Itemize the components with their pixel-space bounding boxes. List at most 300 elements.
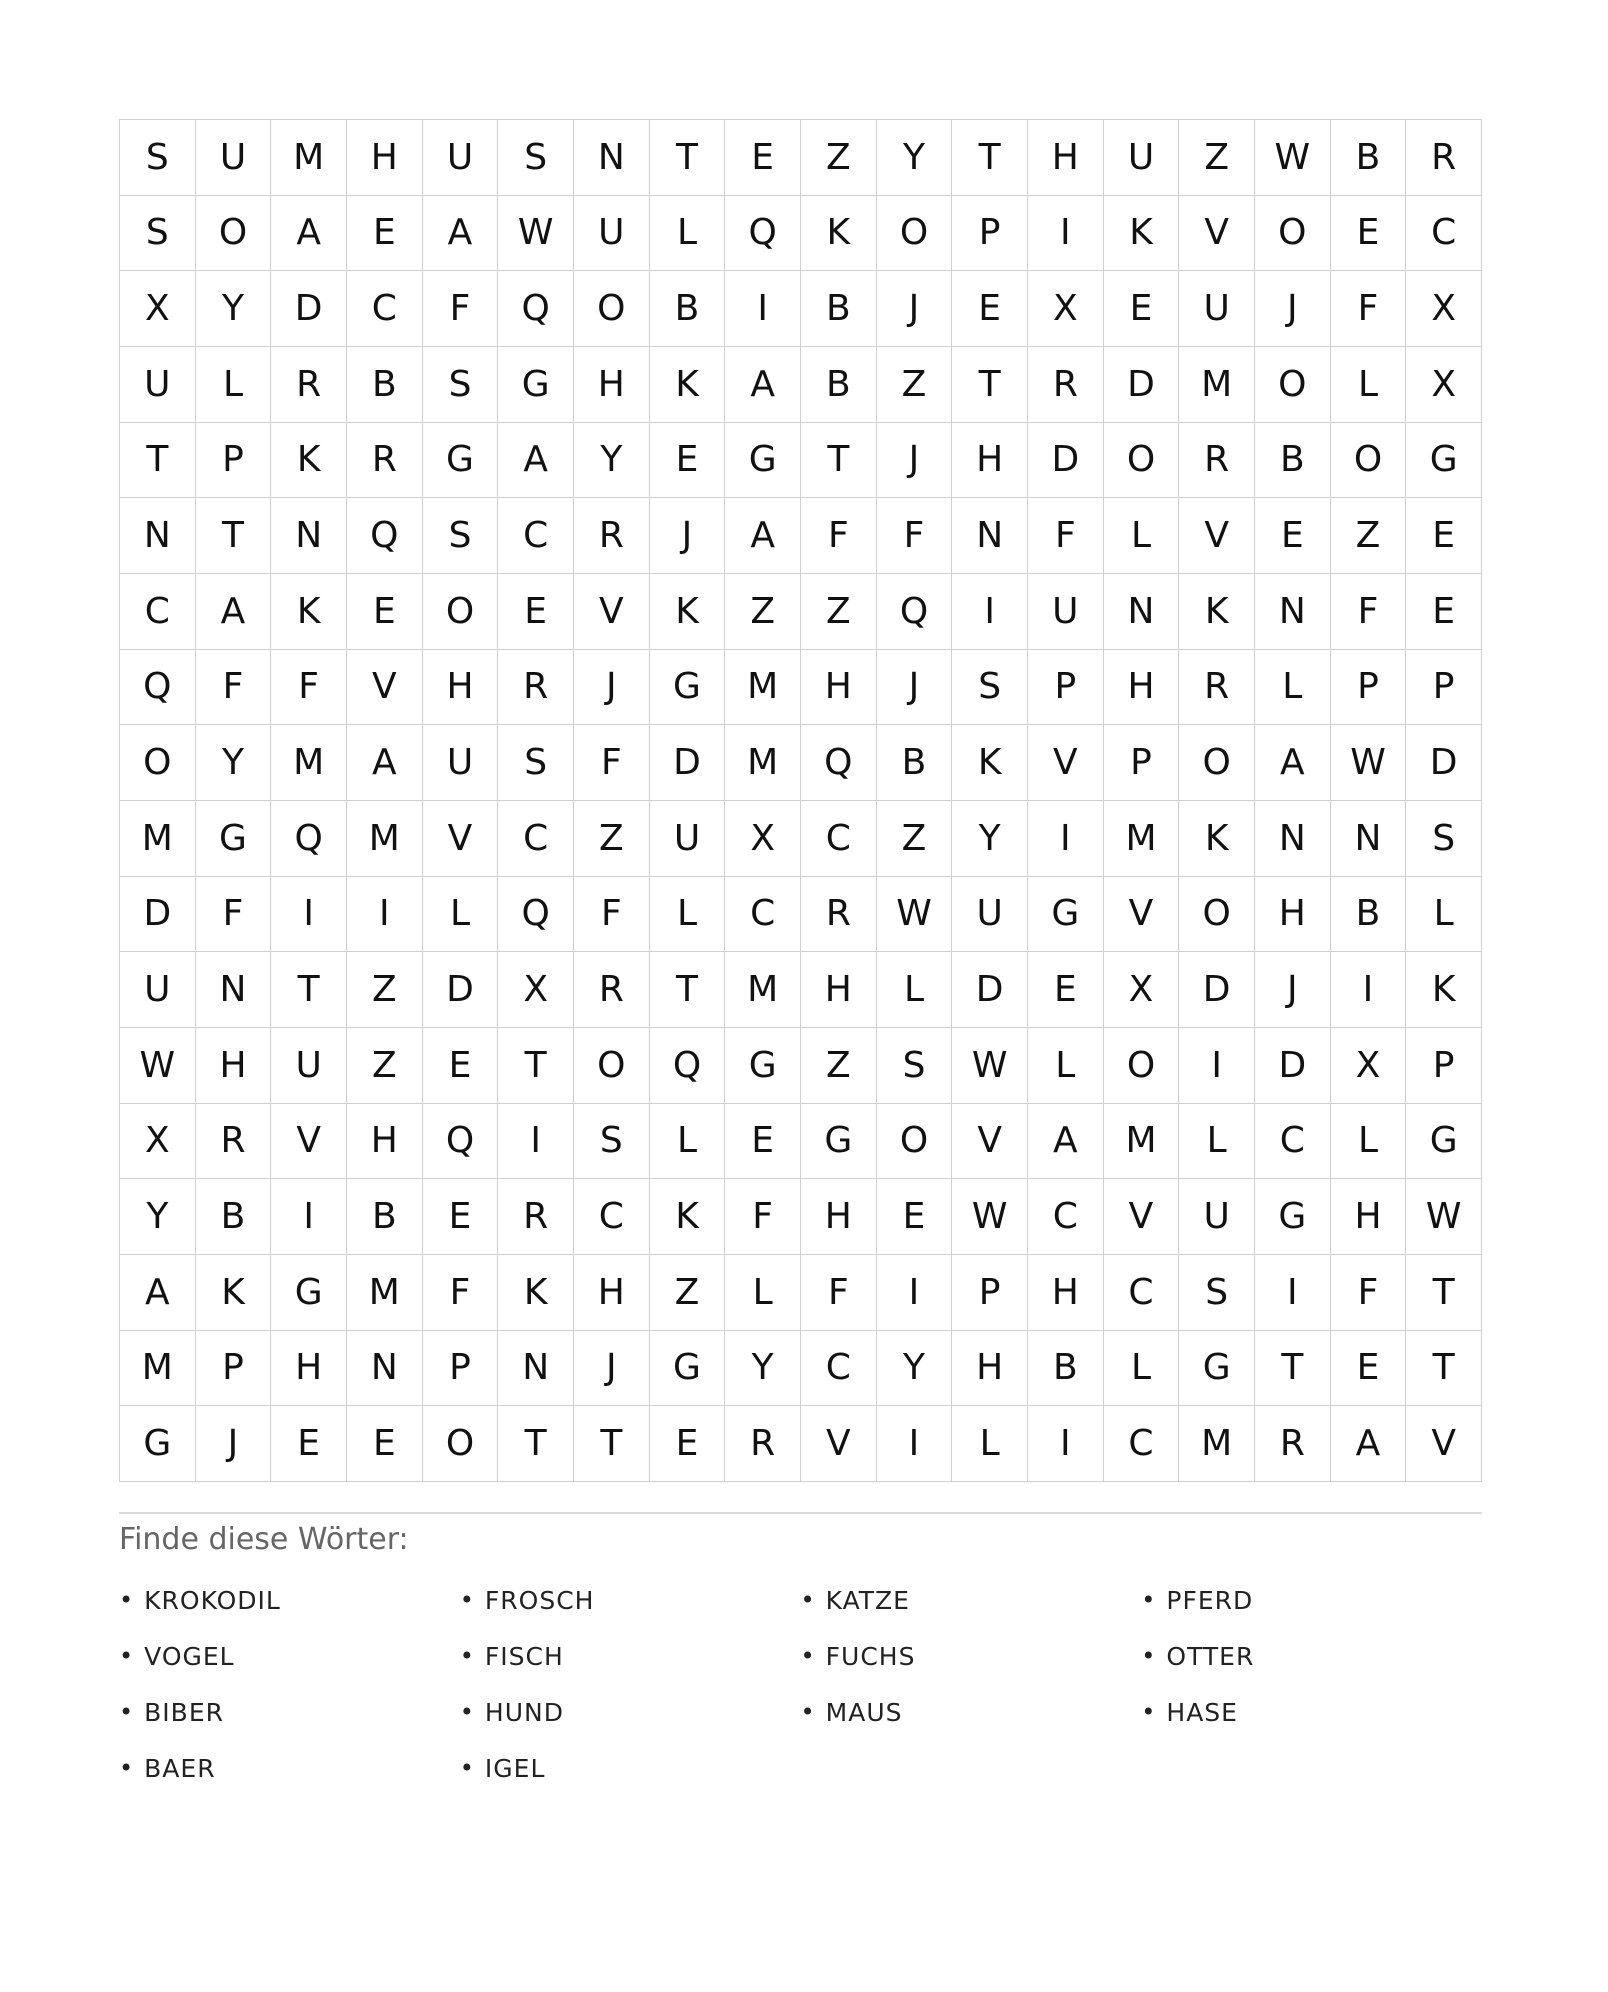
grid-cell[interactable]: G [1255,1179,1331,1255]
grid-cell[interactable]: U [1179,271,1255,347]
grid-cell[interactable]: K [650,347,726,423]
grid-cell[interactable]: S [120,120,196,196]
grid-cell[interactable]: X [725,801,801,877]
grid-cell[interactable]: E [1331,196,1407,272]
grid-cell[interactable]: Z [574,801,650,877]
grid-cell[interactable]: U [1104,120,1180,196]
grid-cell[interactable]: O [1331,423,1407,499]
grid-cell[interactable]: N [1255,801,1331,877]
grid-cell[interactable]: S [574,1104,650,1180]
grid-cell[interactable]: Q [423,1104,499,1180]
grid-cell[interactable]: A [725,347,801,423]
grid-cell[interactable]: T [498,1028,574,1104]
grid-cell[interactable]: P [1406,1028,1482,1104]
grid-cell[interactable]: O [196,196,272,272]
grid-cell[interactable]: B [801,347,877,423]
grid-cell[interactable]: N [1104,574,1180,650]
grid-cell[interactable]: I [1331,952,1407,1028]
grid-cell[interactable]: Y [725,1331,801,1407]
grid-cell[interactable]: B [877,725,953,801]
grid-cell[interactable]: D [1028,423,1104,499]
grid-cell[interactable]: U [120,347,196,423]
grid-cell[interactable]: R [347,423,423,499]
grid-cell[interactable]: G [1406,423,1482,499]
grid-cell[interactable]: F [1331,574,1407,650]
grid-cell[interactable]: F [725,1179,801,1255]
grid-cell[interactable]: B [347,347,423,423]
grid-cell[interactable]: W [877,877,953,953]
grid-cell[interactable]: C [1255,1104,1331,1180]
grid-cell[interactable]: O [574,271,650,347]
grid-cell[interactable]: D [650,725,726,801]
grid-cell[interactable]: O [1255,196,1331,272]
grid-cell[interactable]: C [498,498,574,574]
grid-cell[interactable]: U [423,725,499,801]
grid-cell[interactable]: E [1255,498,1331,574]
grid-cell[interactable]: A [271,196,347,272]
grid-cell[interactable]: Q [347,498,423,574]
grid-cell[interactable]: K [196,1255,272,1331]
grid-cell[interactable]: F [877,498,953,574]
grid-cell[interactable]: H [347,1104,423,1180]
grid-cell[interactable]: W [952,1028,1028,1104]
grid-cell[interactable]: D [1104,347,1180,423]
grid-cell[interactable]: U [1028,574,1104,650]
grid-cell[interactable]: K [498,1255,574,1331]
grid-cell[interactable]: Z [650,1255,726,1331]
grid-cell[interactable]: I [1028,196,1104,272]
grid-cell[interactable]: N [574,120,650,196]
grid-cell[interactable]: L [952,1406,1028,1482]
grid-cell[interactable]: H [574,1255,650,1331]
grid-cell[interactable]: X [1028,271,1104,347]
grid-cell[interactable]: J [574,1331,650,1407]
grid-cell[interactable]: C [1028,1179,1104,1255]
grid-cell[interactable]: I [271,877,347,953]
grid-cell[interactable]: D [952,952,1028,1028]
grid-cell[interactable]: L [1331,347,1407,423]
grid-cell[interactable]: K [271,574,347,650]
grid-cell[interactable]: S [498,120,574,196]
grid-cell[interactable]: T [952,120,1028,196]
grid-cell[interactable]: S [877,1028,953,1104]
grid-cell[interactable]: E [347,1406,423,1482]
grid-cell[interactable]: F [574,725,650,801]
grid-cell[interactable]: U [196,120,272,196]
grid-cell[interactable]: L [650,1104,726,1180]
grid-cell[interactable]: I [271,1179,347,1255]
grid-cell[interactable]: C [1104,1255,1180,1331]
grid-cell[interactable]: G [423,423,499,499]
grid-cell[interactable]: W [498,196,574,272]
grid-cell[interactable]: H [574,347,650,423]
grid-cell[interactable]: T [271,952,347,1028]
grid-cell[interactable]: V [952,1104,1028,1180]
grid-cell[interactable]: F [574,877,650,953]
grid-cell[interactable]: Y [574,423,650,499]
grid-cell[interactable]: K [271,423,347,499]
grid-cell[interactable]: U [423,120,499,196]
grid-cell[interactable]: V [1179,498,1255,574]
grid-cell[interactable]: V [1406,1406,1482,1482]
grid-cell[interactable]: E [1406,498,1482,574]
grid-cell[interactable]: Z [725,574,801,650]
grid-cell[interactable]: E [877,1179,953,1255]
grid-cell[interactable]: U [1179,1179,1255,1255]
grid-cell[interactable]: B [196,1179,272,1255]
grid-cell[interactable]: E [498,574,574,650]
grid-cell[interactable]: R [1255,1406,1331,1482]
grid-cell[interactable]: B [801,271,877,347]
grid-cell[interactable]: Q [801,725,877,801]
grid-cell[interactable]: S [120,196,196,272]
grid-cell[interactable]: V [801,1406,877,1482]
grid-cell[interactable]: Z [1331,498,1407,574]
grid-cell[interactable]: H [952,423,1028,499]
grid-cell[interactable]: T [801,423,877,499]
grid-cell[interactable]: Q [498,271,574,347]
grid-cell[interactable]: O [574,1028,650,1104]
grid-cell[interactable]: F [801,1255,877,1331]
grid-cell[interactable]: M [1104,1104,1180,1180]
grid-cell[interactable]: E [423,1028,499,1104]
grid-cell[interactable]: O [423,574,499,650]
grid-cell[interactable]: Y [952,801,1028,877]
grid-cell[interactable]: F [1331,1255,1407,1331]
grid-cell[interactable]: I [498,1104,574,1180]
grid-cell[interactable]: A [196,574,272,650]
grid-cell[interactable]: E [271,1406,347,1482]
grid-cell[interactable]: L [423,877,499,953]
grid-cell[interactable]: T [120,423,196,499]
grid-cell[interactable]: S [498,725,574,801]
grid-cell[interactable]: I [725,271,801,347]
grid-cell[interactable]: R [1028,347,1104,423]
grid-cell[interactable]: Z [347,1028,423,1104]
grid-cell[interactable]: C [574,1179,650,1255]
grid-cell[interactable]: G [725,1028,801,1104]
grid-cell[interactable]: D [1255,1028,1331,1104]
grid-cell[interactable]: W [1255,120,1331,196]
grid-cell[interactable]: N [1331,801,1407,877]
grid-cell[interactable]: U [271,1028,347,1104]
grid-cell[interactable]: K [650,574,726,650]
grid-cell[interactable]: K [650,1179,726,1255]
grid-cell[interactable]: B [1331,120,1407,196]
grid-cell[interactable]: Q [877,574,953,650]
grid-cell[interactable]: O [1179,877,1255,953]
grid-cell[interactable]: M [347,1255,423,1331]
grid-cell[interactable]: L [877,952,953,1028]
grid-cell[interactable]: T [498,1406,574,1482]
grid-cell[interactable]: F [423,271,499,347]
grid-cell[interactable]: G [1406,1104,1482,1180]
grid-cell[interactable]: M [120,801,196,877]
grid-cell[interactable]: X [120,1104,196,1180]
grid-cell[interactable]: X [1104,952,1180,1028]
grid-cell[interactable]: I [877,1406,953,1482]
grid-cell[interactable]: C [801,1331,877,1407]
grid-cell[interactable]: L [1028,1028,1104,1104]
grid-cell[interactable]: E [347,574,423,650]
grid-cell[interactable]: M [1179,347,1255,423]
grid-cell[interactable]: L [650,196,726,272]
grid-cell[interactable]: Q [271,801,347,877]
grid-cell[interactable]: E [347,196,423,272]
grid-cell[interactable]: G [1179,1331,1255,1407]
grid-cell[interactable]: K [801,196,877,272]
grid-cell[interactable]: C [347,271,423,347]
grid-cell[interactable]: E [725,120,801,196]
grid-cell[interactable]: P [1104,725,1180,801]
grid-cell[interactable]: N [498,1331,574,1407]
grid-cell[interactable]: Y [877,1331,953,1407]
grid-cell[interactable]: M [347,801,423,877]
grid-cell[interactable]: V [1179,196,1255,272]
grid-cell[interactable]: C [801,801,877,877]
grid-cell[interactable]: C [1406,196,1482,272]
grid-cell[interactable]: H [271,1331,347,1407]
grid-cell[interactable]: J [877,271,953,347]
grid-cell[interactable]: P [952,1255,1028,1331]
grid-cell[interactable]: M [725,952,801,1028]
grid-cell[interactable]: R [574,952,650,1028]
grid-cell[interactable]: T [650,120,726,196]
grid-cell[interactable]: O [1255,347,1331,423]
grid-cell[interactable]: U [574,196,650,272]
grid-cell[interactable]: O [120,725,196,801]
grid-cell[interactable]: M [271,120,347,196]
grid-cell[interactable]: F [1331,271,1407,347]
grid-cell[interactable]: I [952,574,1028,650]
grid-cell[interactable]: H [952,1331,1028,1407]
grid-cell[interactable]: L [1104,498,1180,574]
grid-cell[interactable]: P [1028,650,1104,726]
grid-cell[interactable]: L [1331,1104,1407,1180]
grid-cell[interactable]: V [1104,1179,1180,1255]
grid-cell[interactable]: V [574,574,650,650]
grid-cell[interactable]: J [1255,952,1331,1028]
grid-cell[interactable]: N [196,952,272,1028]
grid-cell[interactable]: L [650,877,726,953]
grid-cell[interactable]: T [952,347,1028,423]
grid-cell[interactable]: R [498,1179,574,1255]
grid-cell[interactable]: T [650,952,726,1028]
grid-cell[interactable]: V [1028,725,1104,801]
grid-cell[interactable]: S [952,650,1028,726]
grid-cell[interactable]: X [120,271,196,347]
grid-cell[interactable]: E [1104,271,1180,347]
grid-cell[interactable]: V [271,1104,347,1180]
grid-cell[interactable]: F [801,498,877,574]
grid-cell[interactable]: L [1104,1331,1180,1407]
grid-cell[interactable]: B [650,271,726,347]
grid-cell[interactable]: B [1255,423,1331,499]
grid-cell[interactable]: P [952,196,1028,272]
grid-cell[interactable]: H [1104,650,1180,726]
grid-cell[interactable]: Z [1179,120,1255,196]
grid-cell[interactable]: Y [196,725,272,801]
grid-cell[interactable]: S [1179,1255,1255,1331]
grid-cell[interactable]: G [120,1406,196,1482]
grid-cell[interactable]: P [1331,650,1407,726]
grid-cell[interactable]: Z [801,574,877,650]
grid-cell[interactable]: M [120,1331,196,1407]
grid-cell[interactable]: G [650,650,726,726]
grid-cell[interactable]: J [196,1406,272,1482]
grid-cell[interactable]: O [877,196,953,272]
grid-cell[interactable]: I [1179,1028,1255,1104]
grid-cell[interactable]: K [1406,952,1482,1028]
grid-cell[interactable]: H [423,650,499,726]
grid-cell[interactable]: Z [801,1028,877,1104]
grid-cell[interactable]: R [725,1406,801,1482]
grid-cell[interactable]: Q [498,877,574,953]
grid-cell[interactable]: H [1028,1255,1104,1331]
grid-cell[interactable]: Q [120,650,196,726]
grid-cell[interactable]: H [801,952,877,1028]
grid-cell[interactable]: F [271,650,347,726]
grid-cell[interactable]: C [498,801,574,877]
grid-cell[interactable]: Q [725,196,801,272]
grid-cell[interactable]: A [1331,1406,1407,1482]
grid-cell[interactable]: D [1406,725,1482,801]
grid-cell[interactable]: I [877,1255,953,1331]
grid-cell[interactable]: W [952,1179,1028,1255]
grid-cell[interactable]: R [271,347,347,423]
grid-cell[interactable]: N [120,498,196,574]
grid-cell[interactable]: Y [877,120,953,196]
grid-cell[interactable]: K [1179,574,1255,650]
grid-cell[interactable]: E [1406,574,1482,650]
grid-cell[interactable]: O [1104,1028,1180,1104]
grid-cell[interactable]: D [120,877,196,953]
grid-cell[interactable]: V [347,650,423,726]
grid-cell[interactable]: E [1028,952,1104,1028]
grid-cell[interactable]: P [423,1331,499,1407]
grid-cell[interactable]: X [1406,347,1482,423]
grid-cell[interactable]: Z [347,952,423,1028]
grid-cell[interactable]: C [1104,1406,1180,1482]
grid-cell[interactable]: R [1179,423,1255,499]
grid-cell[interactable]: J [1255,271,1331,347]
grid-cell[interactable]: H [801,650,877,726]
grid-cell[interactable]: N [271,498,347,574]
grid-cell[interactable]: A [1028,1104,1104,1180]
grid-cell[interactable]: B [1028,1331,1104,1407]
grid-cell[interactable]: W [1406,1179,1482,1255]
grid-cell[interactable]: K [952,725,1028,801]
grid-cell[interactable]: U [952,877,1028,953]
grid-cell[interactable]: N [952,498,1028,574]
grid-cell[interactable]: F [196,877,272,953]
grid-cell[interactable]: A [120,1255,196,1331]
grid-cell[interactable]: E [952,271,1028,347]
grid-cell[interactable]: Z [877,801,953,877]
grid-cell[interactable]: J [877,423,953,499]
grid-cell[interactable]: Y [196,271,272,347]
grid-cell[interactable]: Z [877,347,953,423]
grid-cell[interactable]: S [423,498,499,574]
grid-cell[interactable]: Q [650,1028,726,1104]
grid-cell[interactable]: G [1028,877,1104,953]
grid-cell[interactable]: E [1331,1331,1407,1407]
grid-cell[interactable]: M [271,725,347,801]
grid-cell[interactable]: L [1179,1104,1255,1180]
grid-cell[interactable]: I [1028,1406,1104,1482]
grid-cell[interactable]: M [1179,1406,1255,1482]
grid-cell[interactable]: O [1179,725,1255,801]
grid-cell[interactable]: F [196,650,272,726]
grid-cell[interactable]: G [498,347,574,423]
grid-cell[interactable]: D [1179,952,1255,1028]
grid-cell[interactable]: L [196,347,272,423]
grid-cell[interactable]: W [1331,725,1407,801]
grid-cell[interactable]: P [1406,650,1482,726]
grid-cell[interactable]: R [574,498,650,574]
grid-cell[interactable]: V [1104,877,1180,953]
grid-cell[interactable]: H [801,1179,877,1255]
grid-cell[interactable]: L [1255,650,1331,726]
grid-cell[interactable]: O [877,1104,953,1180]
grid-cell[interactable]: J [877,650,953,726]
grid-cell[interactable]: C [120,574,196,650]
grid-cell[interactable]: B [347,1179,423,1255]
grid-cell[interactable]: A [1255,725,1331,801]
grid-cell[interactable]: K [1179,801,1255,877]
grid-cell[interactable]: H [347,120,423,196]
grid-cell[interactable]: Y [120,1179,196,1255]
grid-cell[interactable]: M [1104,801,1180,877]
grid-cell[interactable]: A [498,423,574,499]
grid-cell[interactable]: G [725,423,801,499]
grid-cell[interactable]: E [725,1104,801,1180]
grid-cell[interactable]: F [423,1255,499,1331]
grid-cell[interactable]: U [650,801,726,877]
grid-cell[interactable]: E [650,1406,726,1482]
grid-cell[interactable]: O [1104,423,1180,499]
grid-cell[interactable]: H [1331,1179,1407,1255]
grid-cell[interactable]: G [801,1104,877,1180]
grid-cell[interactable]: J [650,498,726,574]
grid-cell[interactable]: F [1028,498,1104,574]
grid-cell[interactable]: K [1104,196,1180,272]
grid-cell[interactable]: D [423,952,499,1028]
grid-cell[interactable]: V [423,801,499,877]
grid-cell[interactable]: S [423,347,499,423]
grid-cell[interactable]: N [347,1331,423,1407]
grid-cell[interactable]: Z [801,120,877,196]
grid-cell[interactable]: D [271,271,347,347]
grid-cell[interactable]: R [1179,650,1255,726]
grid-cell[interactable]: A [347,725,423,801]
grid-cell[interactable]: R [498,650,574,726]
grid-cell[interactable]: M [725,650,801,726]
grid-cell[interactable]: G [196,801,272,877]
grid-cell[interactable]: R [196,1104,272,1180]
grid-cell[interactable]: A [725,498,801,574]
grid-cell[interactable]: S [1406,801,1482,877]
grid-cell[interactable]: E [650,423,726,499]
grid-cell[interactable]: T [1406,1255,1482,1331]
grid-cell[interactable]: I [347,877,423,953]
grid-cell[interactable]: R [1406,120,1482,196]
grid-cell[interactable]: L [1406,877,1482,953]
grid-cell[interactable]: R [801,877,877,953]
grid-cell[interactable]: T [196,498,272,574]
grid-cell[interactable]: T [1406,1331,1482,1407]
grid-cell[interactable]: I [1028,801,1104,877]
